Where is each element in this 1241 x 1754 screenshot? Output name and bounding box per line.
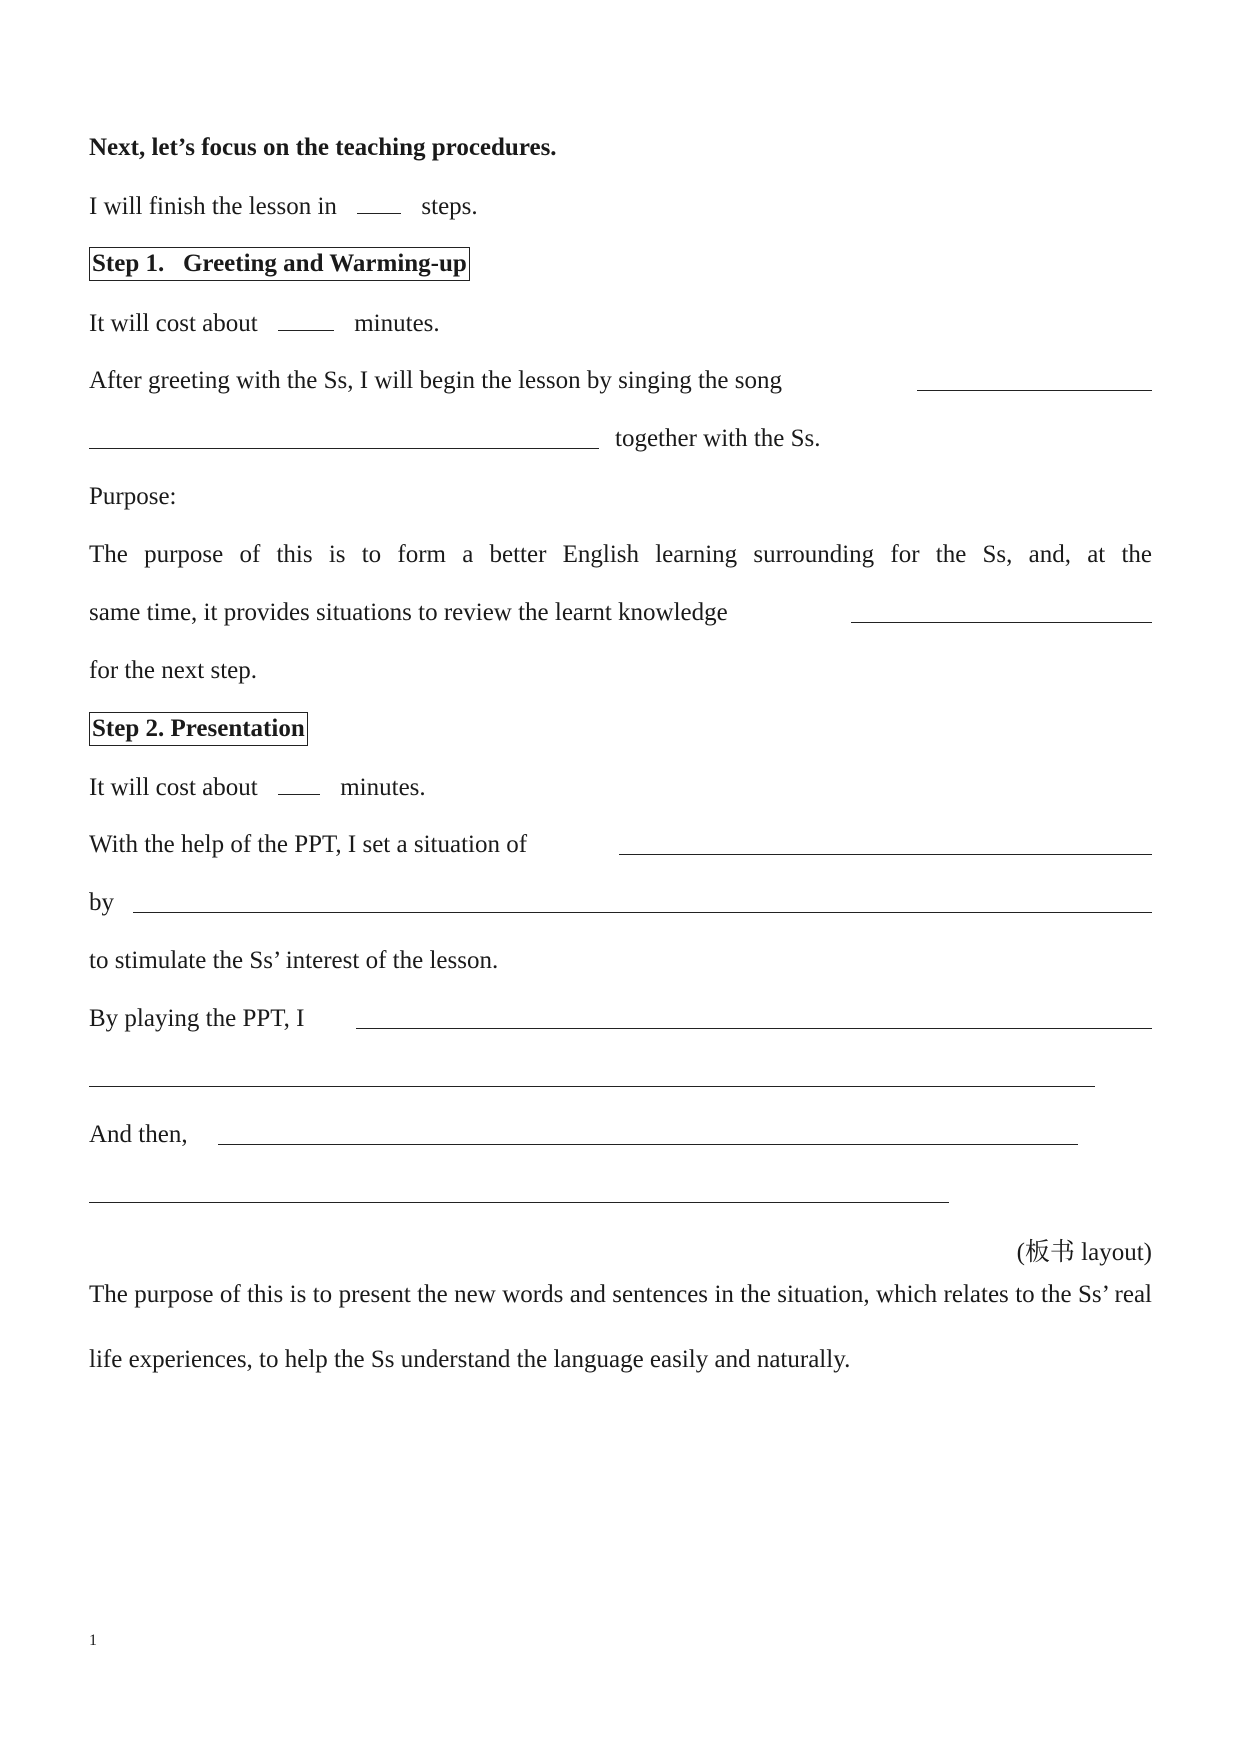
song-blank-1[interactable] xyxy=(917,390,1152,391)
step2-title: Step 2. Presentation xyxy=(89,712,308,746)
playing-blank-1[interactable] xyxy=(356,1028,1152,1029)
and-then-blank-2[interactable] xyxy=(89,1202,949,1203)
step2-cost-after: minutes. xyxy=(340,774,426,801)
step1-cost-after: minutes. xyxy=(354,310,440,337)
step2-by-text: by xyxy=(89,889,114,916)
step2-minutes-blank[interactable] xyxy=(278,770,320,795)
steps-count-blank[interactable] xyxy=(357,189,401,214)
page-number: 1 xyxy=(89,1632,97,1649)
step1-purpose-line2: same time, it provides situations to review the learnt knowledge xyxy=(89,599,728,626)
step2-cost-before: It will cost about xyxy=(89,774,258,801)
step1-title: Step 1. Greeting and Warming-up xyxy=(89,247,470,281)
layout-note: (板书 layout) xyxy=(1016,1239,1152,1266)
step2-playing-text: By playing the PPT, I xyxy=(89,1005,305,1032)
step1-cost-before: It will cost about xyxy=(89,310,258,337)
steps-text-before: I will finish the lesson in xyxy=(89,193,337,220)
and-then-blank-1[interactable] xyxy=(218,1144,1078,1145)
step1-song-text: After greeting with the Ss, I will begin the lesson by singing the song xyxy=(89,367,782,394)
step2-and-then-text: And then, xyxy=(89,1121,188,1148)
situation-blank[interactable] xyxy=(619,854,1152,855)
steps-text-after: steps. xyxy=(421,193,478,220)
step2-cost-line xyxy=(89,770,426,804)
step1-purpose-label: Purpose: xyxy=(89,483,177,510)
step1-purpose-line1: The purpose of this is to form a better English learning surrounding for the Ss, and, at the xyxy=(89,541,1152,568)
knowledge-blank[interactable] xyxy=(851,622,1152,623)
section-heading: Next, let’s focus on the teaching procedures. xyxy=(89,134,557,161)
step1-heading xyxy=(89,247,470,281)
step2-situation-text: With the help of the PPT, I set a situation of xyxy=(89,831,528,858)
step2-stimulate-text: to stimulate the Ss’ interest of the lesson. xyxy=(89,947,499,974)
step2-heading xyxy=(89,712,308,746)
by-blank[interactable] xyxy=(133,912,1152,913)
playing-blank-2[interactable] xyxy=(89,1086,1095,1087)
step2-purpose-paragraph: The purpose of this is to present the new words and sentences in the situation, which relates to the Ss’ real life experiences, to help the Ss understand the language easily and naturally. xyxy=(89,1281,1152,1373)
step1-cost-line xyxy=(89,306,440,340)
steps-line xyxy=(89,189,478,223)
song-blank-2[interactable] xyxy=(89,448,599,449)
step1-song-after: together with the Ss. xyxy=(615,425,821,452)
step1-purpose-line3: for the next step. xyxy=(89,657,258,684)
step1-song-line xyxy=(89,364,782,398)
step1-minutes-blank[interactable] xyxy=(278,306,334,331)
